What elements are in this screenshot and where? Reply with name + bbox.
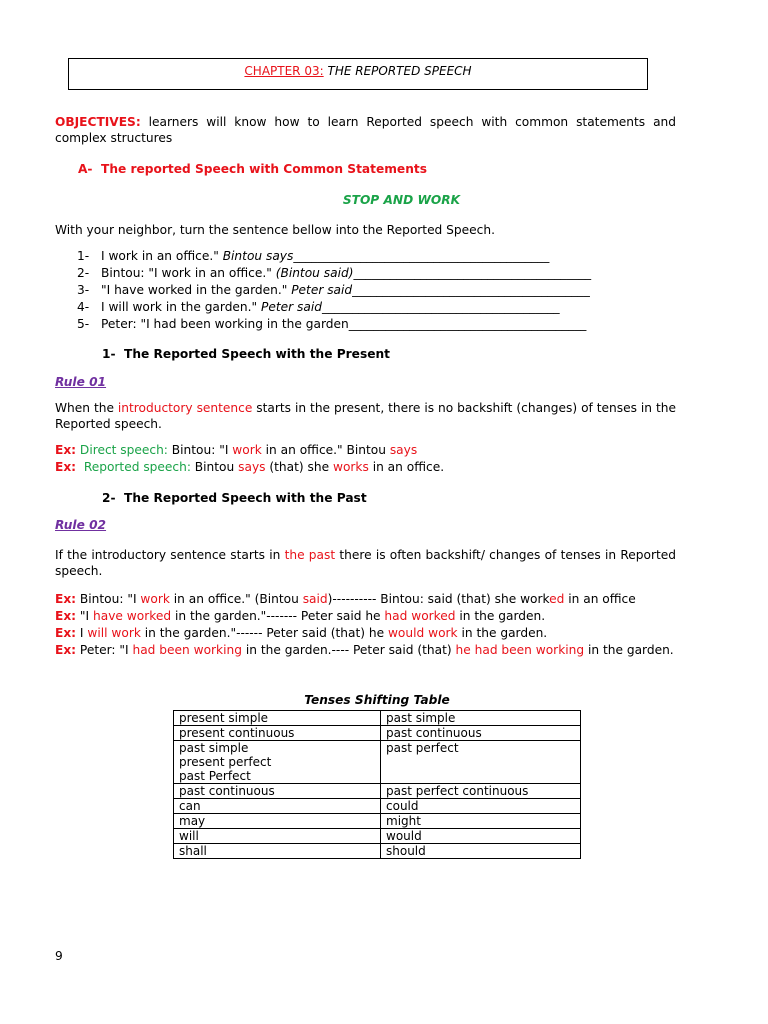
section-a-heading	[78, 161, 427, 177]
rule-01-label: Rule 01	[55, 375, 107, 389]
exercise-item: 4- I will work in the garden." Peter said_______________________________________	[77, 300, 560, 314]
example-past: Ex: I will work in the garden."------ Peter said (that) he would work in the garden.	[55, 626, 548, 640]
answer-blank[interactable]: _______________________________________	[353, 266, 592, 280]
example-past: Ex: Peter: "I had been working in the garden.---- Peter said (that) he had been working in the garden.	[55, 643, 674, 657]
table-row	[174, 799, 581, 814]
rule-02-label: Rule 02	[55, 518, 107, 532]
objectives	[55, 114, 676, 146]
section-1-heading: 1- The Reported Speech with the Present	[102, 347, 390, 361]
rule-01-text: When the introductory sentence starts in the present, there is no backshift (changes) of tenses in the Reported speech.	[55, 401, 676, 431]
example-direct: Ex: Direct speech: Bintou: "I work in an office." Bintou says	[55, 443, 418, 457]
tenses-shifting-table	[173, 710, 581, 859]
table-row	[174, 829, 581, 844]
table-cell: shall	[174, 844, 381, 859]
table-row	[174, 844, 581, 859]
objectives-label: OBJECTIVES:	[55, 115, 141, 129]
answer-blank[interactable]: _______________________________________	[321, 300, 560, 314]
answer-blank[interactable]: _______________________________________	[352, 283, 590, 297]
table-row	[174, 726, 581, 741]
instruction: With your neighbor, turn the sentence bellow into the Reported Speech.	[55, 223, 495, 237]
table-cell: might	[381, 814, 581, 829]
table-cell: can	[174, 799, 381, 814]
rule-02-text: If the introductory sentence starts in the past there is often backshift/ changes of tenses in Reported speech.	[55, 548, 676, 578]
table-row	[174, 711, 581, 726]
table-cell: past continuous	[381, 726, 581, 741]
table-cell: present simple	[174, 711, 381, 726]
exercise-item: 3- "I have worked in the garden." Peter said_______________________________________	[77, 283, 590, 297]
table-cell: past simple	[381, 711, 581, 726]
table-cell: could	[381, 799, 581, 814]
table-cell: present continuous	[174, 726, 381, 741]
objectives-text: learners will know how to learn Reported speech with common statements and complex structures	[55, 115, 676, 145]
table-cell: past continuous	[174, 784, 381, 799]
table-title: Tenses Shifting Table	[304, 693, 450, 707]
table-cell: past perfect continuous	[381, 784, 581, 799]
section-a-title: The reported Speech with Common Statements	[101, 162, 427, 176]
exercise-item: 1- I work in an office." Bintou says__________________________________________	[77, 249, 550, 263]
table-cell: would	[381, 829, 581, 844]
stop-and-work: STOP AND WORK	[342, 193, 461, 207]
table-cell: may	[174, 814, 381, 829]
exercise-item: 2- Bintou: "I work in an office." (Bintou said)_______________________________________	[77, 266, 592, 280]
table-cell: will	[174, 829, 381, 844]
page-number: 9	[55, 949, 63, 963]
exercise-item: 5- Peter: "I had been working in the garden_______________________________________	[77, 317, 587, 331]
table-cell: should	[381, 844, 581, 859]
chapter-number: CHAPTER 03:	[244, 64, 324, 78]
table-row	[174, 784, 581, 799]
example-reported: Ex: Reported speech: Bintou says (that) she works in an office.	[55, 460, 445, 474]
table-row	[174, 741, 581, 784]
section-a-marker: A-	[78, 162, 93, 176]
chapter-name: THE REPORTED SPEECH	[327, 64, 472, 78]
chapter-title	[69, 64, 647, 78]
answer-blank[interactable]: _______________________________________	[348, 317, 587, 331]
example-past: Ex: "I have worked in the garden."------- Peter said he had worked in the garden.	[55, 609, 546, 623]
table-cell: past perfect	[381, 741, 581, 784]
answer-blank[interactable]: __________________________________________	[293, 249, 550, 263]
example-past: Ex: Bintou: "I work in an office." (Bintou said)---------- Bintou: said (that) she worked in an office	[55, 592, 636, 606]
section-2-heading: 2- The Reported Speech with the Past	[102, 491, 367, 505]
table-row	[174, 814, 581, 829]
chapter-title-box	[68, 58, 648, 90]
table-cell: past simple present perfect past Perfect	[174, 741, 381, 784]
